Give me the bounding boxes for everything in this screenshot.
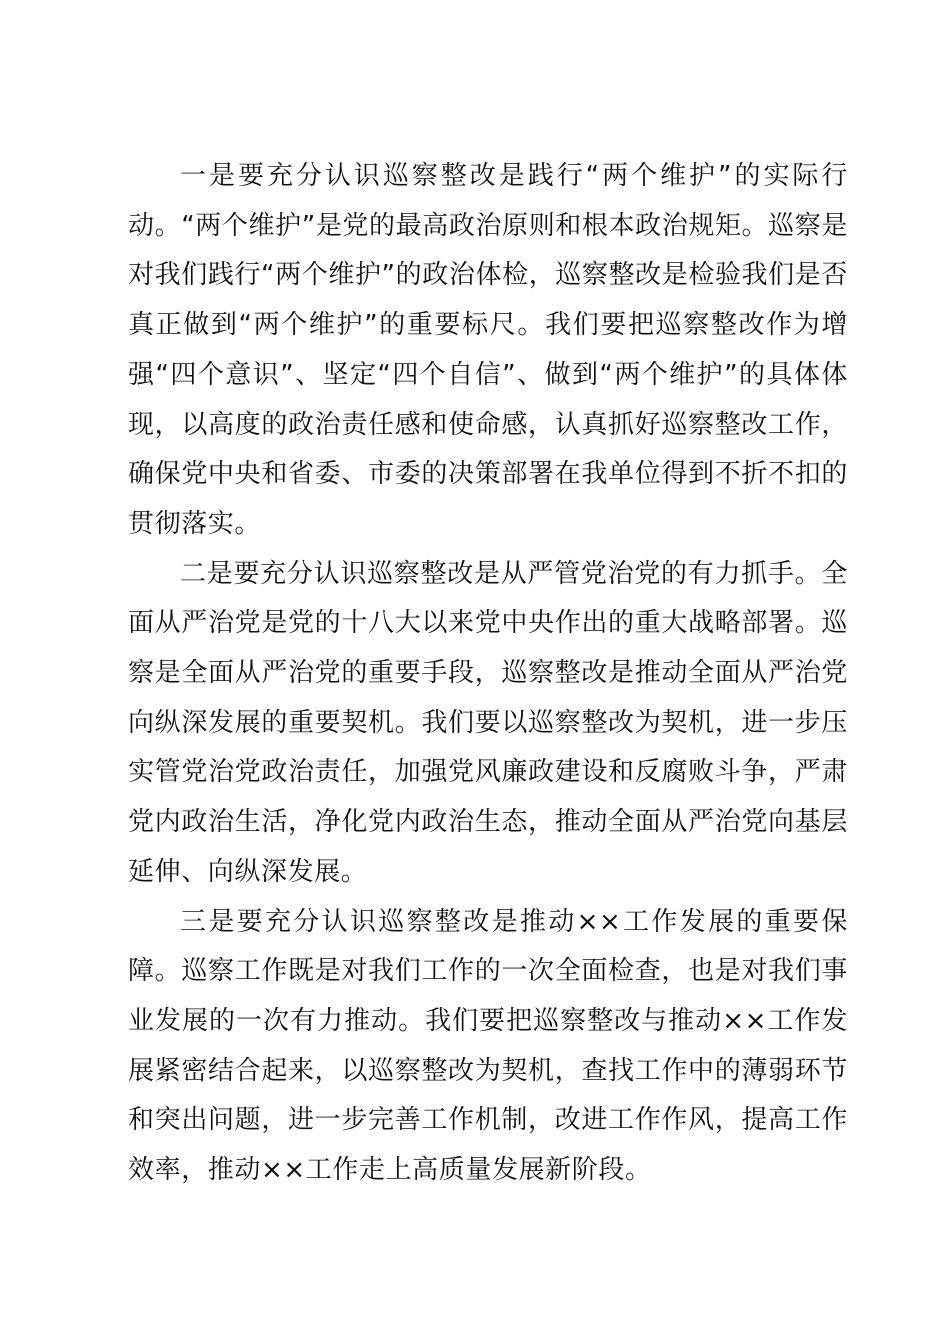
document-body	[128, 152, 848, 1196]
paragraph-2: 二是要充分认识巡察整改是从严管党治党的有力抓手。全面从严治党是党的十八大以来党中央作出的重大战略部署。巡察是全面从严治党的重要手段，巡察整改是推动全面从严治党向纵深发展的重要契机。我们要以巡察整改为契机，进一步压实管党治党政治责任，加强党风廉政建设和反腐败斗争，严肃党内政治生活，净化党内政治生态，推动全面从严治党向基层延伸、向纵深发展。	[128, 558, 848, 887]
paragraph-1: 一是要充分认识巡察整改是践行“两个维护”的实际行动。“两个维护”是党的最高政治原则和根本政治规矩。巡察是对我们践行“两个维护”的政治体检，巡察整改是检验我们是否真正做到“两个维护”的重要标尺。我们要把巡察整改作为增强“四个意识”、坚定“四个自信”、做到“两个维护”的具体体现，以高度的政治责任感和使命感，认真抓好巡察整改工作，确保党中央和省委、市委的决策部署在我单位得到不折不扣的贯彻落实。	[128, 161, 848, 539]
paragraph-3: 三是要充分认识巡察整改是推动××工作发展的重要保障。巡察工作既是对我们工作的一次全面检查，也是对我们事业发展的一次有力推动。我们要把巡察整改与推动××工作发展紧密结合起来，以巡察整改为契机，查找工作中的薄弱环节和突出问题，进一步完善工作机制，改进工作作风，提高工作效率，推动××工作走上高质量发展新阶段。	[128, 906, 848, 1186]
